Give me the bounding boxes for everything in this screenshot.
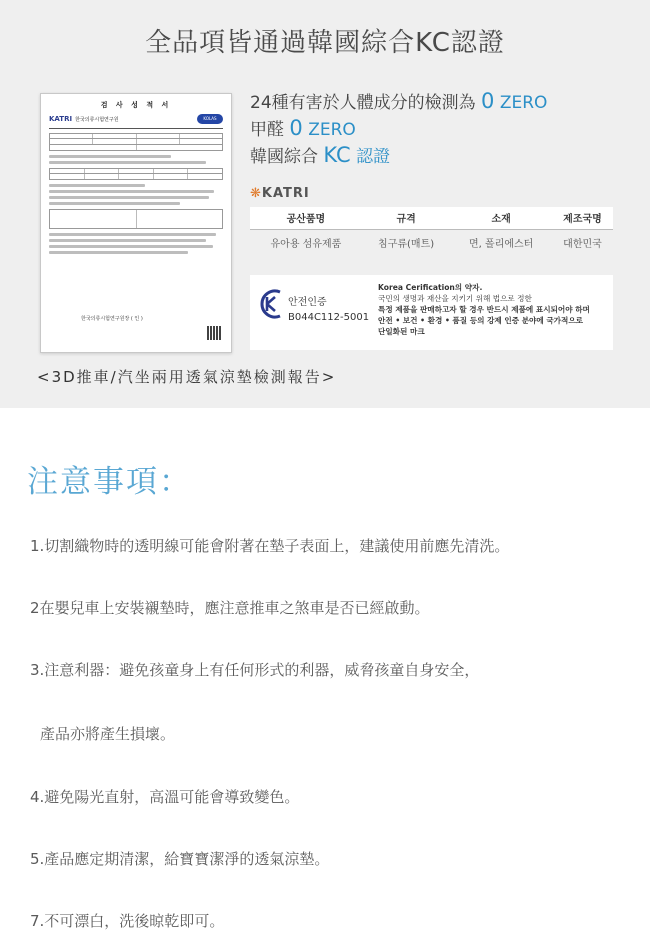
spec-cell: 침구류(매트) — [378, 238, 435, 250]
kc-label — [288, 295, 369, 325]
kc-desc-line: 안전 • 보건 • 환경 • 품질 등의 강제 인증 분야에 국가적으로 — [378, 316, 584, 325]
report-caption: <3D推車/汽坐兩用透氣涼墊檢測報告> — [37, 368, 337, 386]
kc-desc-line: 국민의 생명과 재산을 지키기 위해 법으로 정한 — [378, 294, 532, 303]
kc-desc-line: 특정 제품을 판매하고자 할 경우 반드시 제품에 표시되어야 하며 — [378, 305, 590, 314]
certificate-body-text — [49, 155, 223, 164]
spec-header-cell: 제조국명 — [552, 207, 613, 229]
spec-header-cell: 공산품명 — [250, 207, 362, 229]
kc-mark-icon — [258, 289, 284, 319]
notice-item: 2在嬰兒車上安裝襯墊時，應注意推車之煞車是否已經啟動。 — [30, 599, 430, 617]
test-certificate — [40, 93, 232, 353]
spec-table-header — [250, 207, 613, 229]
notice-item: 5.產品應定期清潔，給寶寶潔淨的透氣涼墊。 — [30, 850, 330, 868]
kc-desc-title: Korea Cerification의 약자. — [378, 283, 483, 292]
certificate-title: 검 사 성 적 서 — [100, 101, 172, 109]
katri-logo: ❋KATRI — [250, 186, 310, 201]
notice-item: 3.注意利器：避免孩童身上有任何形式的利器，威脅孩童自身安全， — [30, 661, 480, 679]
notice-item: 1.切割織物時的透明線可能會附著在墊子表面上，建議使用前應先清洗。 — [30, 537, 510, 555]
certificate-footnotes — [49, 233, 223, 254]
page-title: 全品項皆通過韓國綜合KC認證 — [145, 28, 505, 58]
kc-description — [378, 282, 610, 337]
kc-desc-line: 단일화된 마크 — [378, 327, 425, 336]
certificate-divider — [49, 128, 223, 129]
certificate-results — [49, 209, 223, 229]
certificate-header — [49, 114, 223, 124]
claim-kc-certified: 韓國綜合 KC 認證 — [250, 143, 391, 167]
kc-certification-box — [250, 275, 613, 350]
spec-cell: 유아용 섬유제품 — [270, 238, 342, 250]
spec-cell: 면, 폴리에스터 — [469, 238, 534, 250]
kc-safety-label: 안전인증 — [288, 297, 327, 308]
spec-header-cell: 규격 — [362, 207, 451, 229]
certificate-notes — [49, 184, 223, 205]
spec-cell: 대한민국 — [563, 238, 602, 250]
claim-formaldehyde: 甲醛 0 ZERO — [250, 116, 356, 140]
certificate-table-2 — [49, 168, 223, 180]
top-section — [0, 0, 650, 408]
notice-title: 注意事項： — [27, 464, 192, 500]
certificate-org: 한국의류시험연구원 — [75, 116, 119, 123]
certificate-issuer: 한국의류시험연구원장 ( 인 ) — [81, 316, 143, 322]
claim-harmful-substances: 24種有害於人體成分的檢測為 0 ZERO — [250, 89, 548, 113]
kc-code: B044C112-5001 — [288, 312, 370, 323]
certificate-katri-logo: KATRI — [49, 115, 73, 123]
kolas-badge: KOLAS — [197, 114, 223, 124]
certificate-table — [49, 133, 223, 151]
notice-item: 4.避免陽光直射，高溫可能會導致變色。 — [30, 788, 300, 806]
notice-item: 產品亦將產生損壞。 — [40, 725, 176, 743]
qr-code-icon — [207, 326, 221, 340]
spec-header-cell: 소재 — [450, 207, 552, 229]
katri-flower-icon: ❋ — [250, 186, 262, 201]
notice-item: 7.不可漂白，洗後晾乾即可。 — [30, 912, 225, 930]
product-spec-table — [250, 207, 613, 255]
table-row — [250, 229, 613, 255]
